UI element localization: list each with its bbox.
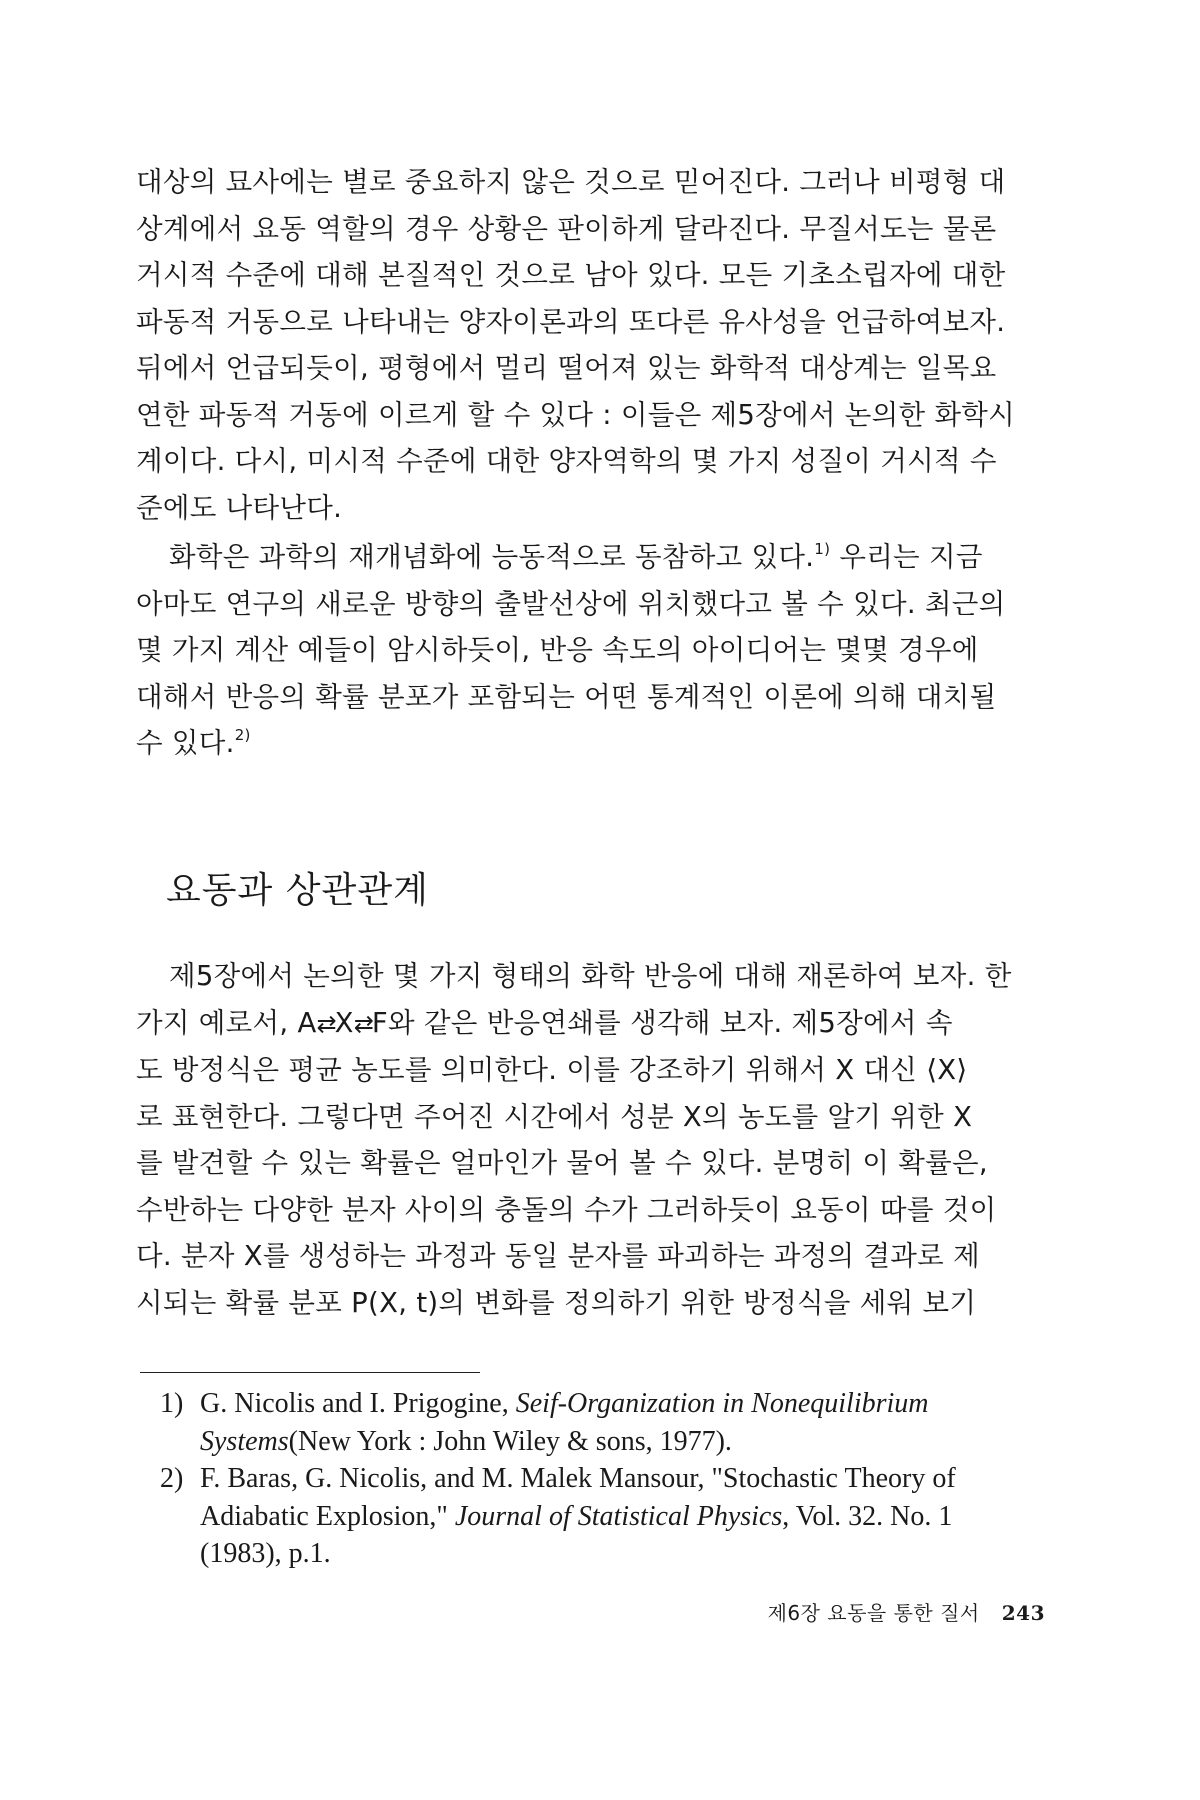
- text-line: 를 발견할 수 있는 확률은 얼마인가 물어 볼 수 있다. 분명히 이 확률은,: [136, 1147, 988, 1179]
- text-line: 뒤에서 언급되듯이, 평형에서 멀리 떨어져 있는 화학적 대상계는 일목요: [136, 352, 997, 384]
- section-heading: 요동과 상관관계: [166, 870, 429, 911]
- citation-title: Systems: [200, 1425, 289, 1457]
- footnote-line: [200, 1385, 1070, 1423]
- page-number: 243: [1001, 1601, 1045, 1625]
- text-span: F와 같은 반응연쇄를 생각해 보자. 제5장에서 속: [371, 1006, 953, 1039]
- text-line: 수반하는 다양한 분자 사이의 충돌의 수가 그러하듯이 요동이 따를 것이: [136, 1193, 997, 1226]
- footnote-ref-1: 1): [814, 540, 831, 558]
- text-span: 화학은 과학의 재개념화에 능동적으로 동참하고 있다.: [169, 541, 815, 573]
- text-line: 아마도 연구의 새로운 방향의 출발선상에 위치했다고 볼 수 있다. 최근의: [136, 587, 1006, 620]
- body-paragraph-1: [136, 159, 1066, 531]
- text-span: G. Nicolis and I. Prigogine,: [200, 1388, 516, 1419]
- text-line: 연한 파동적 거동에 이르게 할 수 있다 : 이들은 제5장에서 논의한 화학시: [136, 398, 1016, 431]
- equilibrium-arrow-icon: ⇄: [316, 1009, 335, 1038]
- text-line: 로 표현한다. 그렇다면 주어진 시간에서 성분 X의 농도를 알기 위한 X: [136, 1100, 973, 1133]
- footnote-ref-2: 2): [234, 726, 251, 744]
- text-line: 도 방정식은 평균 농도를 의미한다. 이를 강조하기 위해서 X 대신 ⟨X⟩: [136, 1054, 968, 1086]
- text-line: 시되는 확률 분포 P(X, t)의 변화를 정의하기 위한 방정식을 세워 보기: [136, 1286, 977, 1319]
- footnote-line: F. Baras, G. Nicolis, and M. Malek Mansour, "Stochastic Theory of: [200, 1463, 956, 1494]
- text-line: 준에도 나타난다.: [136, 491, 343, 524]
- journal-title: Journal of Statistical Physics: [454, 1500, 783, 1532]
- footnote-number: 2): [160, 1463, 184, 1494]
- text-line: [136, 720, 1066, 767]
- equilibrium-arrow-icon: ⇄: [353, 1009, 372, 1038]
- body-paragraph-2: [136, 534, 1066, 767]
- text-line: 몇 가지 계산 예들이 암시하듯이, 반응 속도의 아이디어는 몇몇 경우에: [136, 634, 979, 666]
- running-footer: [768, 1597, 1045, 1626]
- text-span: 우리는 지금: [830, 541, 983, 573]
- text-line: 대해서 반응의 확률 분포가 포함되는 어떤 통계적인 이론에 의해 대치될: [136, 680, 997, 713]
- footnote-line: (1983), p.1.: [200, 1538, 331, 1569]
- citation-title: Seif-Organization in Nonequilibrium: [515, 1388, 929, 1419]
- text-line: 거시적 수준에 대해 본질적인 것으로 남아 있다. 모든 기초소립자에 대한: [136, 259, 1006, 291]
- body-paragraph-3: [136, 953, 1066, 1326]
- footnote-line: [200, 1498, 1070, 1536]
- text-span: X: [334, 1006, 354, 1039]
- text-span: 가지 예로서, A: [136, 1006, 317, 1039]
- text-line: 파동적 거동으로 나타내는 양자이론과의 또다른 유사성을 언급하여보자.: [136, 305, 1006, 338]
- text-span: , Vol. 32. No. 1: [782, 1500, 953, 1532]
- footnote-number: 1): [160, 1388, 184, 1419]
- text-line: 대상의 묘사에는 별로 중요하지 않은 것으로 믿어진다. 그러나 비평형 대: [136, 166, 1006, 198]
- text-span: Adiabatic Explosion,": [200, 1500, 455, 1532]
- footnote-line: [200, 1423, 1070, 1461]
- text-line: [136, 534, 1066, 581]
- footnote-divider: [140, 1372, 480, 1373]
- text-line: 계이다. 다시, 미시적 수준에 대한 양자역학의 몇 가지 성질이 거시적 수: [136, 445, 997, 477]
- text-line: 제5장에서 논의한 몇 가지 형태의 화학 반응에 대해 재론하여 보자. 한: [169, 960, 1012, 992]
- text-span: (New York : John Wiley & sons, 1977).: [288, 1425, 732, 1457]
- footnote-2: [140, 1460, 1070, 1573]
- footnote-1: [140, 1385, 1070, 1460]
- chapter-title: 제6장 요동을 통한 질서: [767, 1601, 980, 1625]
- text-line: 다. 분자 X를 생성하는 과정과 동일 분자를 파괴하는 과정의 결과로 제: [136, 1240, 980, 1272]
- footnotes: [140, 1385, 1070, 1573]
- text-line: 상계에서 요동 역할의 경우 상황은 판이하게 달라진다. 무질서도는 물론: [136, 212, 997, 245]
- text-line: [136, 1000, 1066, 1048]
- text-span: 수 있다.: [136, 727, 235, 759]
